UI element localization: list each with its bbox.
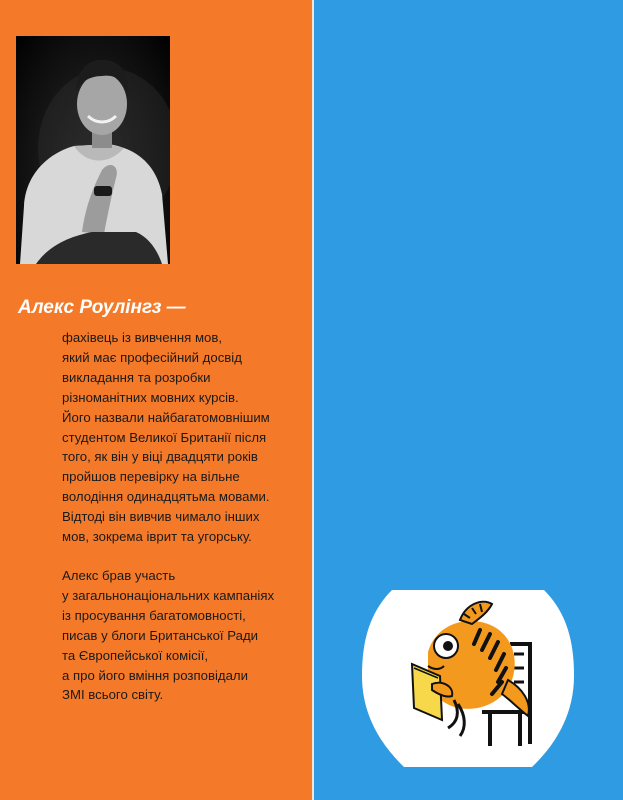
- bio-line: із просування багатомовності,: [62, 607, 246, 623]
- bio-line: різноманітних мовних курсів.: [62, 389, 239, 405]
- bio-line: володіння одинадцятьма мовами.: [62, 489, 270, 505]
- bio-paragraph-2: [62, 566, 312, 705]
- bio-line: який має професійний досвід: [62, 349, 242, 365]
- bio-line: студентом Великої Британії після: [62, 429, 267, 445]
- bio-line: а про його вміння розповідали: [62, 667, 248, 683]
- bio-line: пройшов перевірку на вільне: [62, 469, 240, 485]
- bio-line: ЗМІ всього світу.: [62, 687, 164, 703]
- bio-line: мов, зокрема іврит та угорську.: [62, 529, 252, 545]
- bio-line: Його назвали найбагатомовнішим: [62, 409, 270, 425]
- author-photo: [16, 36, 170, 264]
- bio-line: того, як він у віці двадцяти років: [62, 449, 258, 465]
- fish-reading-book-illustration: [362, 584, 574, 767]
- bio-paragraph-1: [62, 328, 312, 547]
- author-photo-image: [16, 36, 170, 264]
- fishbowl-icon: [362, 584, 574, 767]
- author-bio: [62, 328, 312, 705]
- bio-line: Алекс брав участь: [62, 567, 176, 583]
- bio-line: викладання та розробки: [62, 369, 211, 385]
- bio-line: писав у блоги Британської Ради: [62, 627, 259, 643]
- bio-line: фахівець із вивчення мов,: [62, 330, 223, 345]
- bio-line: та Європейської комісії,: [62, 647, 209, 663]
- author-name: Алекс Роулінгз —: [18, 297, 186, 318]
- bio-line: у загальнонаціональних кампаніях: [62, 587, 275, 603]
- bio-line: Відтоді він вивчив чимало інших: [62, 509, 260, 525]
